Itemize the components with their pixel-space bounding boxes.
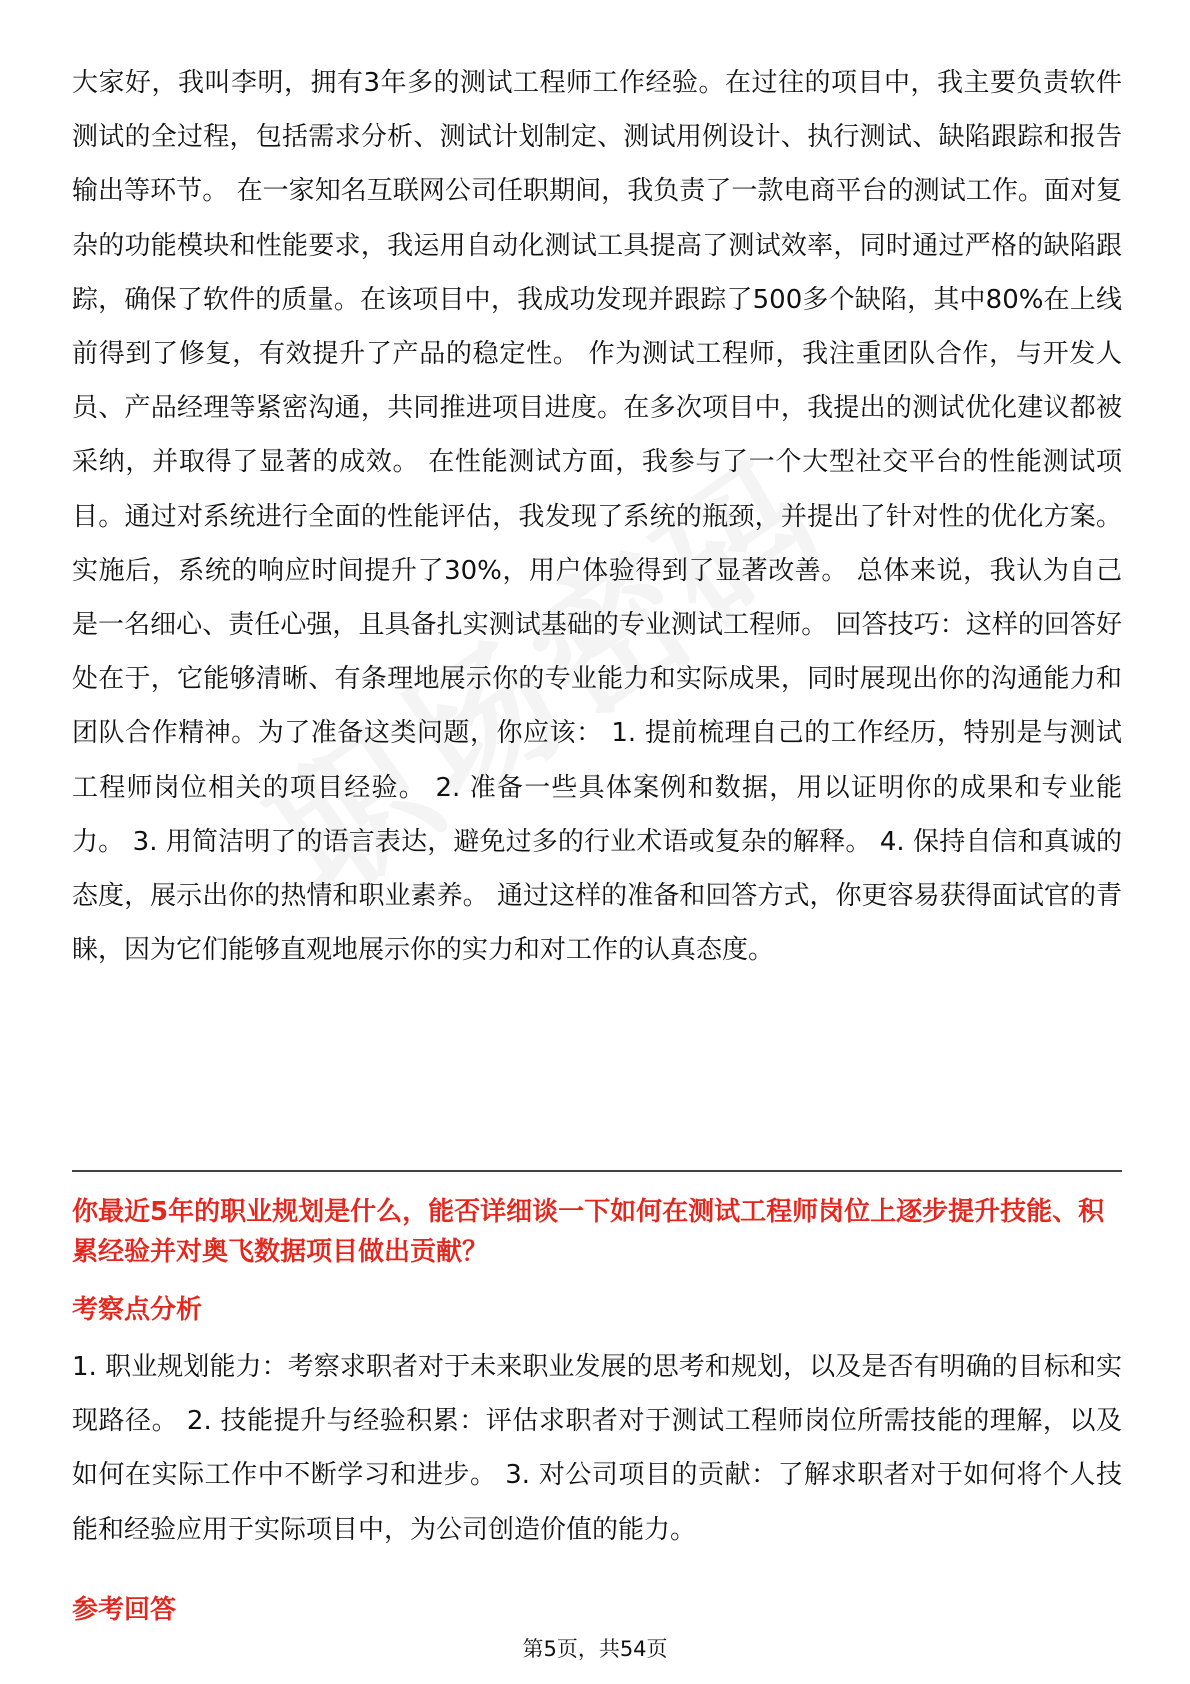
reference-answer-heading: 参考回答 [72,1595,177,1625]
page-number-footer: 第5页，共54页 [522,1637,668,1661]
section-divider [72,1170,1122,1172]
answer-paragraph: 大家好，我叫李明，拥有3年多的测试工程师工作经验。在过往的项目中，我主要负责软件测试的全过程，包括需求分析、测试计划制定、测试用例设计、执行测试、缺陷跟踪和报告输出等环节。 在一家知名互联网公司任职期间，我负责了一款电商平台的测试工作。面对复杂的功能模块和性能要求，我运用自动化测试工具提高了测试效率，同时通过严格的缺陷跟踪，确保了软件的质量。在该项目中，我成功发现并跟踪了500多个缺陷，其中80%在上线前得到了修复，有效提升了产品的稳定性。 作为测试工程师，我注重团队合作，与开发人员、产品经理等紧密沟通，共同推进项目进度。在多次项目中，我提出的测试优化建议都被采纳，并取得了显著的成效。 在性能测试方面，我参与了一个大型社交平台的性能测试项目。通过对系统进行全面的性能评估，我发现了系统的瓶颈，并提出了针对性的优化方案。实施后，系统的响应时间提升了30%，用户体验得到了显著改善。 总体来说，我认为自己是一名细心、责任心强，且具备扎实测试基础的专业测试工程师。 回答技巧：这样的回答好处在于，它能够清晰、有条理地展示你的专业能力和实际成果，同时展现出你的沟通能力和团队合作精神。为了准备这类问题，你应该： 1. 提前梳理自己的工作经历，特别是与测试工程师岗位相关的项目经验。 2. 准备一些具体案例和数据，用以证明你的成果和专业能力。 3. 用简洁明了的语言表达，避免过多的行业术语或复杂的解释。 4. 保持自信和真诚的态度，展示出你的热情和职业素养。 通过这样的准备和回答方式，你更容易获得面试官的青睐，因为它们能够直观地展示你的实力和对工作的认真态度。 [72,68,1122,966]
analysis-text: 1. 职业规划能力：考察求职者对于未来职业发展的思考和规划，以及是否有明确的目标和实现路径。 2. 技能提升与经验积累：评估求职者对于测试工程师岗位所需技能的理解，以及如何在实际工作中不断学习和进步。 3. 对公司项目的贡献：了解求职者对于如何将个人技能和经验应用于实际项目中，为公司创造价值的能力。 [72,1352,1122,1545]
analysis-heading: 考察点分析 [72,1295,203,1325]
interview-question: 你最近5年的职业规划是什么，能否详细谈一下如何在测试工程师岗位上逐步提升技能、积累经验并对奥飞数据项目做出贡献？ [72,1197,1105,1267]
